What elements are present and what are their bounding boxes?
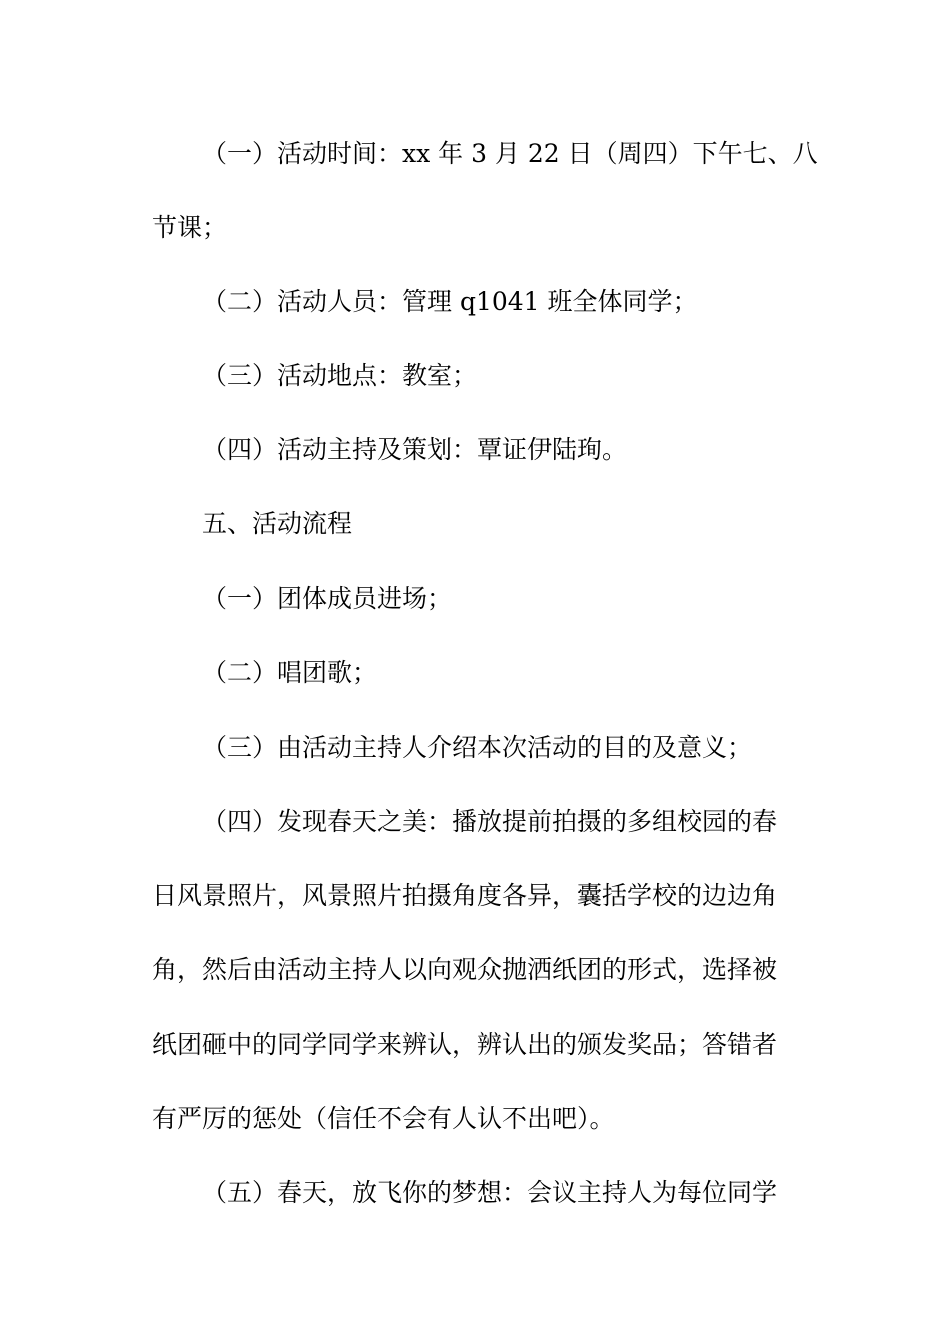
paragraph-10-line-1: （五）春天，放飞你的梦想：会议主持人为每位同学 — [202, 1178, 778, 1207]
paragraph-9-line-1: （四）发现春天之美：播放提前拍摄的多组校园的春 — [202, 807, 778, 836]
paragraph-2-line-1: （二）活动人员：管理 q1041 班全体同学； — [202, 287, 698, 316]
paragraph-6-line-1: （一）团体成员进场； — [202, 584, 453, 613]
paragraph-1-line-1: （一）活动时间：xx 年 3 月 22 日（周四）下午七、八 — [202, 139, 818, 168]
paragraph-3-line-1: （三）活动地点：教室； — [202, 361, 478, 390]
paragraph-7-line-1: （二）唱团歌； — [202, 658, 378, 687]
paragraph-9-line-4: 纸团砸中的同学同学来辨认，辨认出的颁发奖品；答错者 — [152, 1030, 778, 1059]
paragraph-9-line-3: 角，然后由活动主持人以向观众抛洒纸团的形式，选择被 — [152, 955, 778, 984]
paragraph-9-line-5: 有严厉的惩处（信任不会有人认不出吧）。 — [152, 1104, 615, 1133]
paragraph-1-line-2: 节课； — [152, 213, 228, 242]
section-heading: 五、活动流程 — [202, 509, 353, 538]
paragraph-9-line-2: 日风景照片，风景照片拍摄角度各异，囊括学校的边边角 — [152, 881, 778, 910]
paragraph-4-line-1: （四）活动主持及策划：覃证伊陆珣。 — [202, 435, 628, 464]
paragraph-8-line-1: （三）由活动主持人介绍本次活动的目的及意义； — [202, 733, 753, 762]
